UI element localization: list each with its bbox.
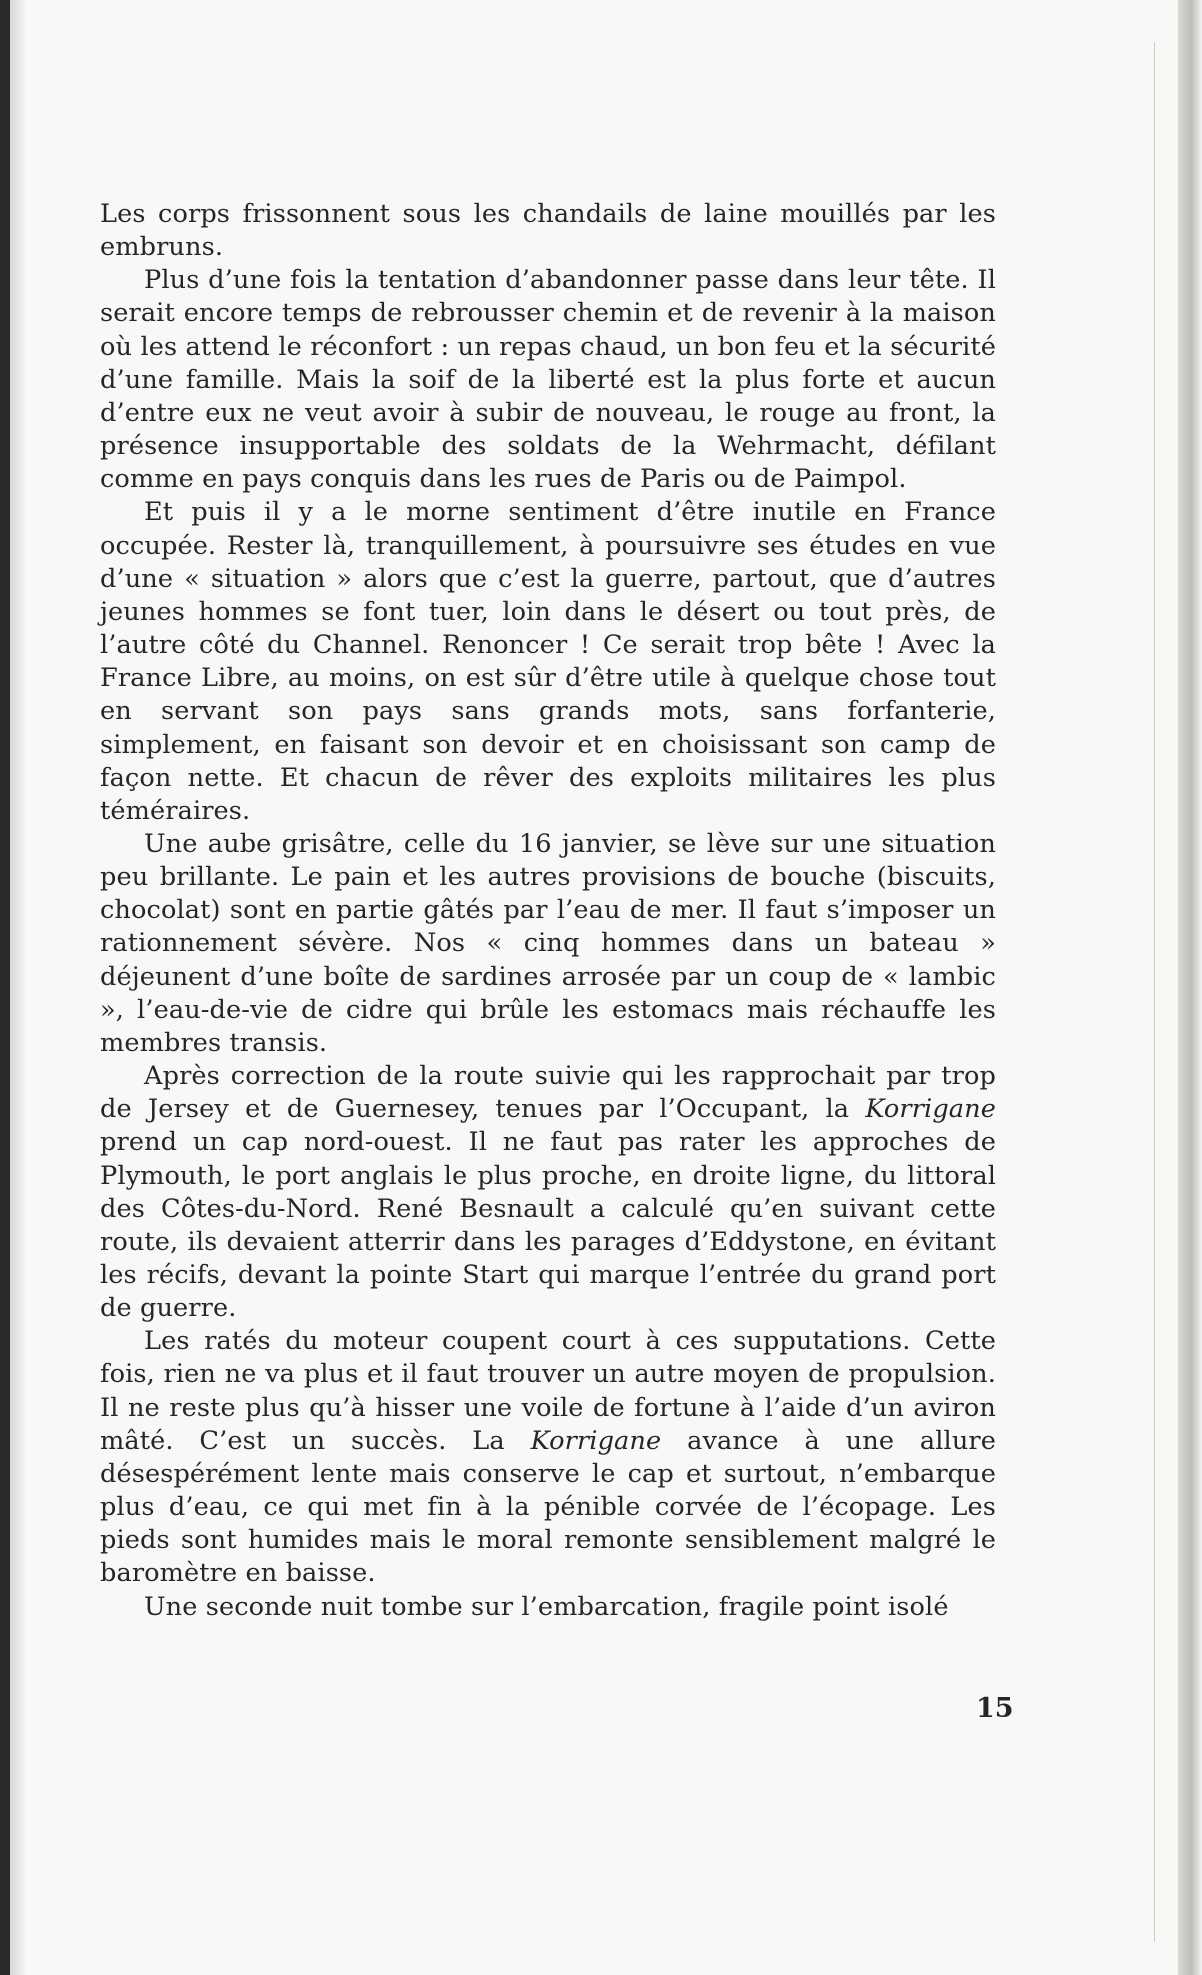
paragraph-6-before-italic: Les ratés du moteur coupent court à ces supputations. Cette fois, rien ne va plus et il faut trouver un autre moyen de propulsion. Il ne reste plus qu’à hisser une voile de fortune à l’aide d’un aviron mâté. C’est un succès. La [100,1326,996,1456]
paragraph-5-before-italic: Après correction de la route suivie qui les rapprochait par trop de Jersey et de Guernesey, tenues par l’Occupant, la [100,1061,996,1125]
paragraph-4: Une aube grisâtre, celle du 16 janvier, se lève sur une situation peu brillante. Le pain et les autres provisions de bouche (biscuits, chocolat) sont en partie gâtés par l’eau de mer. Il faut s’imposer un rationnement sévère. Nos « cinq hommes dans un bateau » déjeunent d’une boîte de sardines arrosée par un coup de « lambic », l’eau-de-vie de cidre qui brûle les estomacs mais réchauffe les membres transis. [100,828,996,1058]
right-page-edge [1178,0,1202,1975]
paragraph-6 [100,1325,996,1590]
paragraph-1: Les corps frissonnent sous les chandails de laine mouillés par les embruns. [100,199,996,263]
paragraph-2: Plus d’une fois la tentation d’abandonner passe dans leur tête. Il serait encore temps de rebrousser chemin et de revenir à la maison où les attend le réconfort : un repas chaud, un bon feu et la sécurité d’une famille. Mais la soif de la liberté est la plus forte et aucun d’entre eux ne veut avoir à subir de nouveau, le rouge au front, la présence insupportable des soldats de la Wehrmacht, défilant comme en pays conquis dans les rues de Paris ou de Paimpol. [100,265,996,495]
paragraph-7: Une seconde nuit tombe sur l’embarcation, fragile point isolé [144,1591,949,1622]
page-text-block [100,198,996,1624]
book-binding-edge [0,0,10,1975]
paragraph-5-after-italic: prend un cap nord-ouest. Il ne faut pas rater les approches de Plymouth, le port anglais le plus proche, en droite ligne, du littoral des Côtes-du-Nord. René Besnault a calculé qu’en suivant cette route, ils devaient atterrir dans les parages d’Eddystone, en évitant les récifs, devant la pointe Start qui marque l’entrée du grand port de guerre. [100,1127,996,1324]
paragraph-6-after-italic: avance à une allure désespérément lente mais conserve le cap et surtout, n’embarque plus d’eau, ce qui met fin à la pénible corvée de l’écopage. Les pieds sont humides mais le moral remonte sensiblement malgré le baromètre en baisse. [100,1425,996,1589]
right-margin-shadow-line [1154,42,1155,1942]
paragraph-5 [100,1060,996,1325]
paragraph-3: Et puis il y a le morne sentiment d’être inutile en France occupée. Rester là, tranquillement, à poursuivre ses études en vue d’une « situation » alors que c’est la guerre, partout, que d’autres jeunes hommes se font tuer, loin dans le désert ou tout près, de l’autre côté du Channel. Renoncer ! Ce serait trop bête ! Avec la France Libre, au moins, on est sûr d’être utile à quelque chose tout en servant son pays sans grands mots, sans forfanterie, simplement, en faisant son devoir et en choisissant son camp de façon nette. Et chacun de rêver des exploits militaires les plus téméraires. [100,497,996,826]
paragraph-5-ship-name: Korrigane [865,1094,996,1125]
gutter-shadow [10,0,28,1975]
paragraph-6-ship-name: Korrigane [530,1425,662,1456]
page-number: 15 [976,1693,1014,1724]
